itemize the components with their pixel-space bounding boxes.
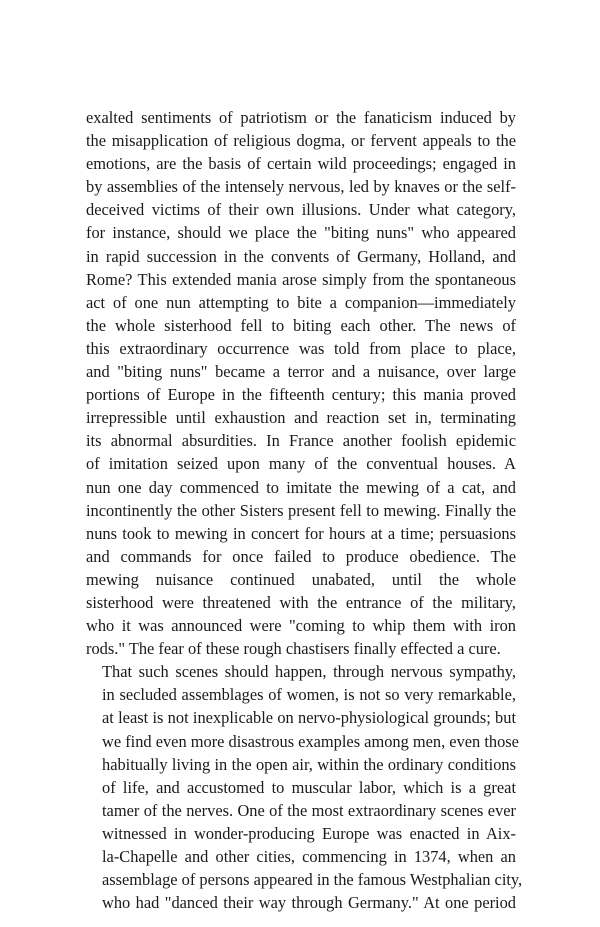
text-line: sisterhood were threatened with the entrance of the military,	[86, 592, 516, 612]
text-line: portions of Europe in the fifteenth century; this mania proved	[86, 385, 516, 405]
text-line: in secluded assemblages of women, is not so very remarkable,	[102, 685, 516, 705]
text-line: and "biting nuns" became a terror and a nuisance, over large	[86, 362, 516, 382]
text-line: of life, and accustomed to muscular labor, which is a great	[102, 777, 516, 797]
text-line: mewing nuisance continued unabated, until the whole	[86, 569, 516, 589]
paragraph-dancing-mania	[86, 660, 523, 914]
text-line: tamer of the nerves. One of the most extraordinary scenes ever	[102, 800, 516, 820]
text-line: who had "danced their way through Germany." At one period	[102, 893, 516, 913]
text-line: nun one day commenced to imitate the mewing of a cat, and	[86, 477, 516, 497]
text-line: and commands for once failed to produce obedience. The	[86, 546, 516, 566]
text-line: assemblage of persons appeared in the famous Westphalian city,	[102, 870, 523, 890]
text-line: by assemblies of the intensely nervous, led by knaves or the self-	[86, 177, 516, 197]
text-line: emotions, are the basis of certain wild proceedings; engaged in	[86, 154, 516, 174]
text-line: of imitation seized upon many of the conventual houses. A	[86, 454, 516, 474]
text-line: irrepressible until exhaustion and reaction set in, terminating	[86, 408, 516, 428]
paragraph-biting-nuns	[86, 106, 516, 660]
text-line: act of one nun attempting to bite a companion—immediately	[86, 292, 516, 312]
text-line: la-Chapelle and other cities, commencing in 1374, when an	[102, 847, 516, 866]
text-line: Rome? This extended mania arose simply from the spontaneous	[86, 269, 516, 289]
text-line: incontinently the other Sisters present fell to mewing. Finally the	[86, 500, 516, 520]
text-line: deceived victims of their own illusions. Under what category,	[86, 200, 516, 220]
document-page	[86, 106, 523, 914]
text-line: exalted sentiments of patriotism or the fanaticism induced by	[86, 108, 516, 127]
text-line: at least is not inexplicable on nervo-physiological grounds; but	[102, 708, 516, 728]
text-line: the misapplication of religious dogma, or fervent appeals to the	[86, 131, 516, 151]
text-line: who it was announced were "coming to whip them with iron	[86, 616, 516, 636]
text-line: its abnormal absurdities. In France another foolish epidemic	[86, 431, 516, 451]
text-line: the whole sisterhood fell to biting each other. The news of	[86, 315, 516, 335]
text-line: in rapid succession in the convents of Germany, Holland, and	[86, 246, 516, 266]
text-line: rods." The fear of these rough chastisers finally effected a cure.	[86, 639, 501, 659]
text-line: witnessed in wonder-producing Europe was enacted in Aix-	[102, 823, 516, 843]
text-line: That such scenes should happen, through nervous sympathy,	[102, 662, 516, 682]
text-line: habitually living in the open air, within the ordinary conditions	[102, 754, 516, 774]
text-line: nuns took to mewing in concert for hours at a time; persuasions	[86, 523, 516, 543]
text-line: for instance, should we place the "biting nuns" who appeared	[86, 223, 516, 243]
text-line: this extraordinary occurrence was told from place to place,	[86, 338, 516, 358]
text-line: we find even more disastrous examples among men, even those	[102, 731, 519, 751]
